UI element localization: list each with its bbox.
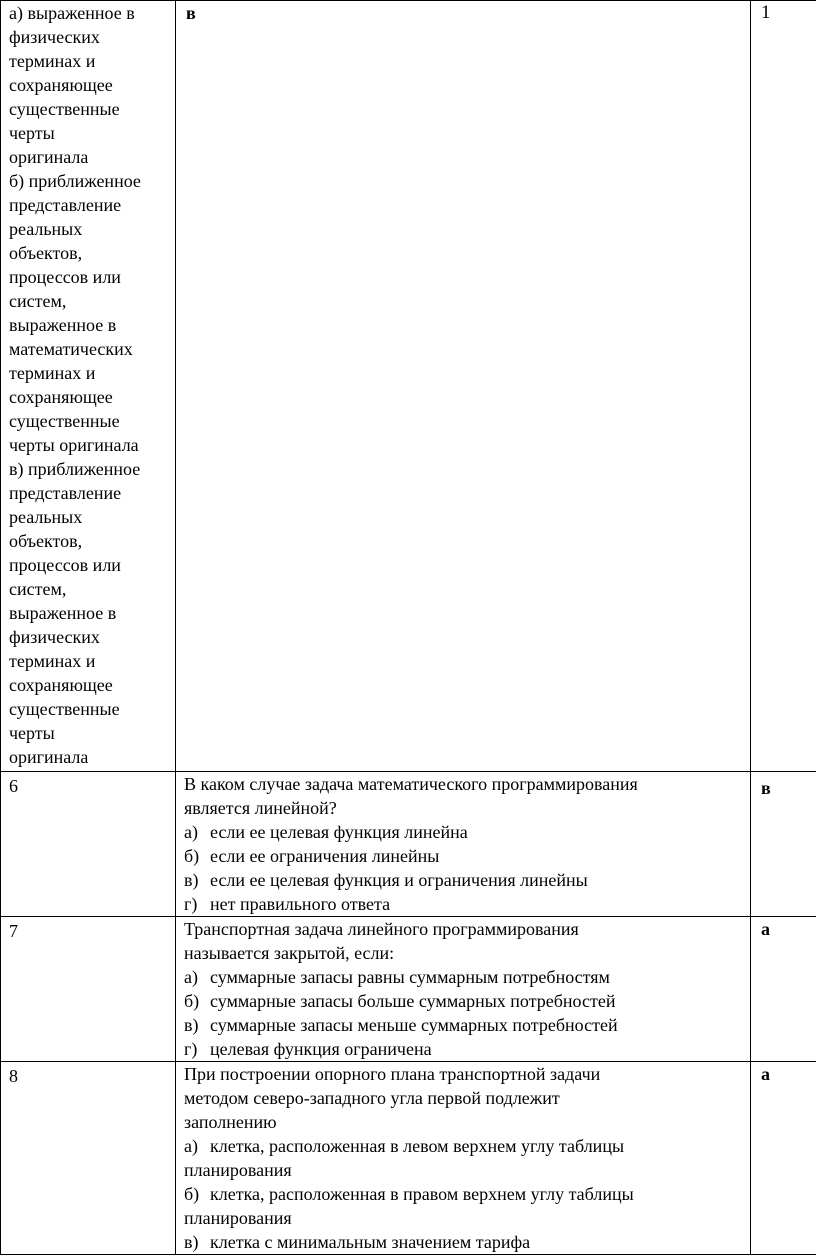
option-line: систем, [9,579,67,599]
option-line: черты оригинала [9,435,139,455]
option-line: физических [9,27,100,47]
option-line: терминах и [9,363,96,383]
question-text: называется закрытой, если: [184,943,395,963]
option-line: выраженное в [9,315,117,335]
option-line: черты [9,123,55,143]
question-cell [176,772,751,917]
option-letter: в) [184,870,199,890]
answer-option [184,868,744,892]
question-number: 8 [1,1062,176,1255]
question-text: При построении опорного плана транспортной задачи [184,1064,601,1084]
option-text: целевая функция ограничена [210,1039,432,1059]
question-cell [176,917,751,1062]
option-text: суммарные запасы равны суммарным потребностям [210,967,610,987]
option-text: если ее целевая функция линейна [210,822,468,842]
question-text: заполнению [184,1112,277,1132]
option-line: объектов, [9,243,83,263]
option-text: нет правильного ответа [210,894,391,914]
option-line: б) приближенное [9,171,141,191]
option-line: сохраняющее [9,75,113,95]
table-row [1,1062,816,1255]
option-line: терминах и [9,651,96,671]
option-letter: б) [184,846,200,866]
answer-option [184,1037,744,1061]
option-letter: в) [184,1015,199,1035]
option-line: физических [9,627,100,647]
question-text: является линейной? [184,798,337,818]
option-text: клетка, расположенная в левом верхнем углу таблицы [210,1136,625,1156]
question-text: методом северо-западного угла первой подлежит [184,1088,560,1108]
option-line: оригинала [9,747,89,767]
question-text: Транспортная задача линейного программирования [184,919,579,939]
answer-cell: а [751,917,816,1062]
option-line: черты [9,723,55,743]
answer-option [184,1182,744,1206]
option-line: сохраняющее [9,387,113,407]
option-letter: б) [184,991,200,1011]
question-number: 7 [1,917,176,1062]
answer-option [184,844,744,868]
option-text-continuation: планирования [184,1208,292,1228]
option-line: процессов или [9,555,121,575]
score-cell: 1 [751,1,816,772]
question-cell [176,1062,751,1255]
option-letter: а) [184,822,198,842]
option-line: математических [9,339,133,359]
answer-option [184,820,744,844]
option-line: существенные [9,411,120,431]
option-letter: г) [184,894,198,914]
option-line: представление [9,483,122,503]
option-line: в) приближенное [9,459,141,479]
question-text: В каком случае задача математического программирования [184,774,638,794]
table-row [1,917,816,1062]
answer-cell: а [751,1062,816,1255]
option-letter: а) [184,967,198,987]
option-line: процессов или [9,267,121,287]
option-text: клетка с минимальным значением тарифа [210,1232,531,1252]
option-letter: в) [184,1232,199,1252]
answer-option [184,1013,744,1037]
option-line: выраженное в [9,603,117,623]
question-number: 6 [1,772,176,917]
option-line: представление [9,195,122,215]
option-text: если ее целевая функция и ограничения линейны [210,870,588,890]
option-line: реальных [9,219,83,239]
answer-option [184,892,744,916]
option-text: клетка, расположенная в правом верхнем углу таблицы [210,1184,634,1204]
options-cell [1,1,176,772]
option-line: существенные [9,99,120,119]
option-text-continuation: планирования [184,1160,292,1180]
answer-cell: в [176,1,751,772]
option-letter: а) [184,1136,198,1156]
option-line: терминах и [9,51,96,71]
option-letter: г) [184,1039,198,1059]
option-line: реальных [9,507,83,527]
answer-option [184,989,744,1013]
option-line: объектов, [9,531,83,551]
answer-cell: в [751,772,816,917]
option-line: сохраняющее [9,675,113,695]
option-line: а) выраженное в [9,3,135,23]
answer-option [184,1230,744,1254]
option-line: оригинала [9,147,89,167]
table-row [1,1,816,772]
option-letter: б) [184,1184,200,1204]
option-line: существенные [9,699,120,719]
option-line: систем, [9,291,67,311]
option-text: если ее ограничения линейны [210,846,440,866]
answer-option [184,965,744,989]
option-text: суммарные запасы больше суммарных потребностей [210,991,616,1011]
option-text: суммарные запасы меньше суммарных потребностей [210,1015,618,1035]
table-row [1,772,816,917]
answer-option [184,1134,744,1158]
